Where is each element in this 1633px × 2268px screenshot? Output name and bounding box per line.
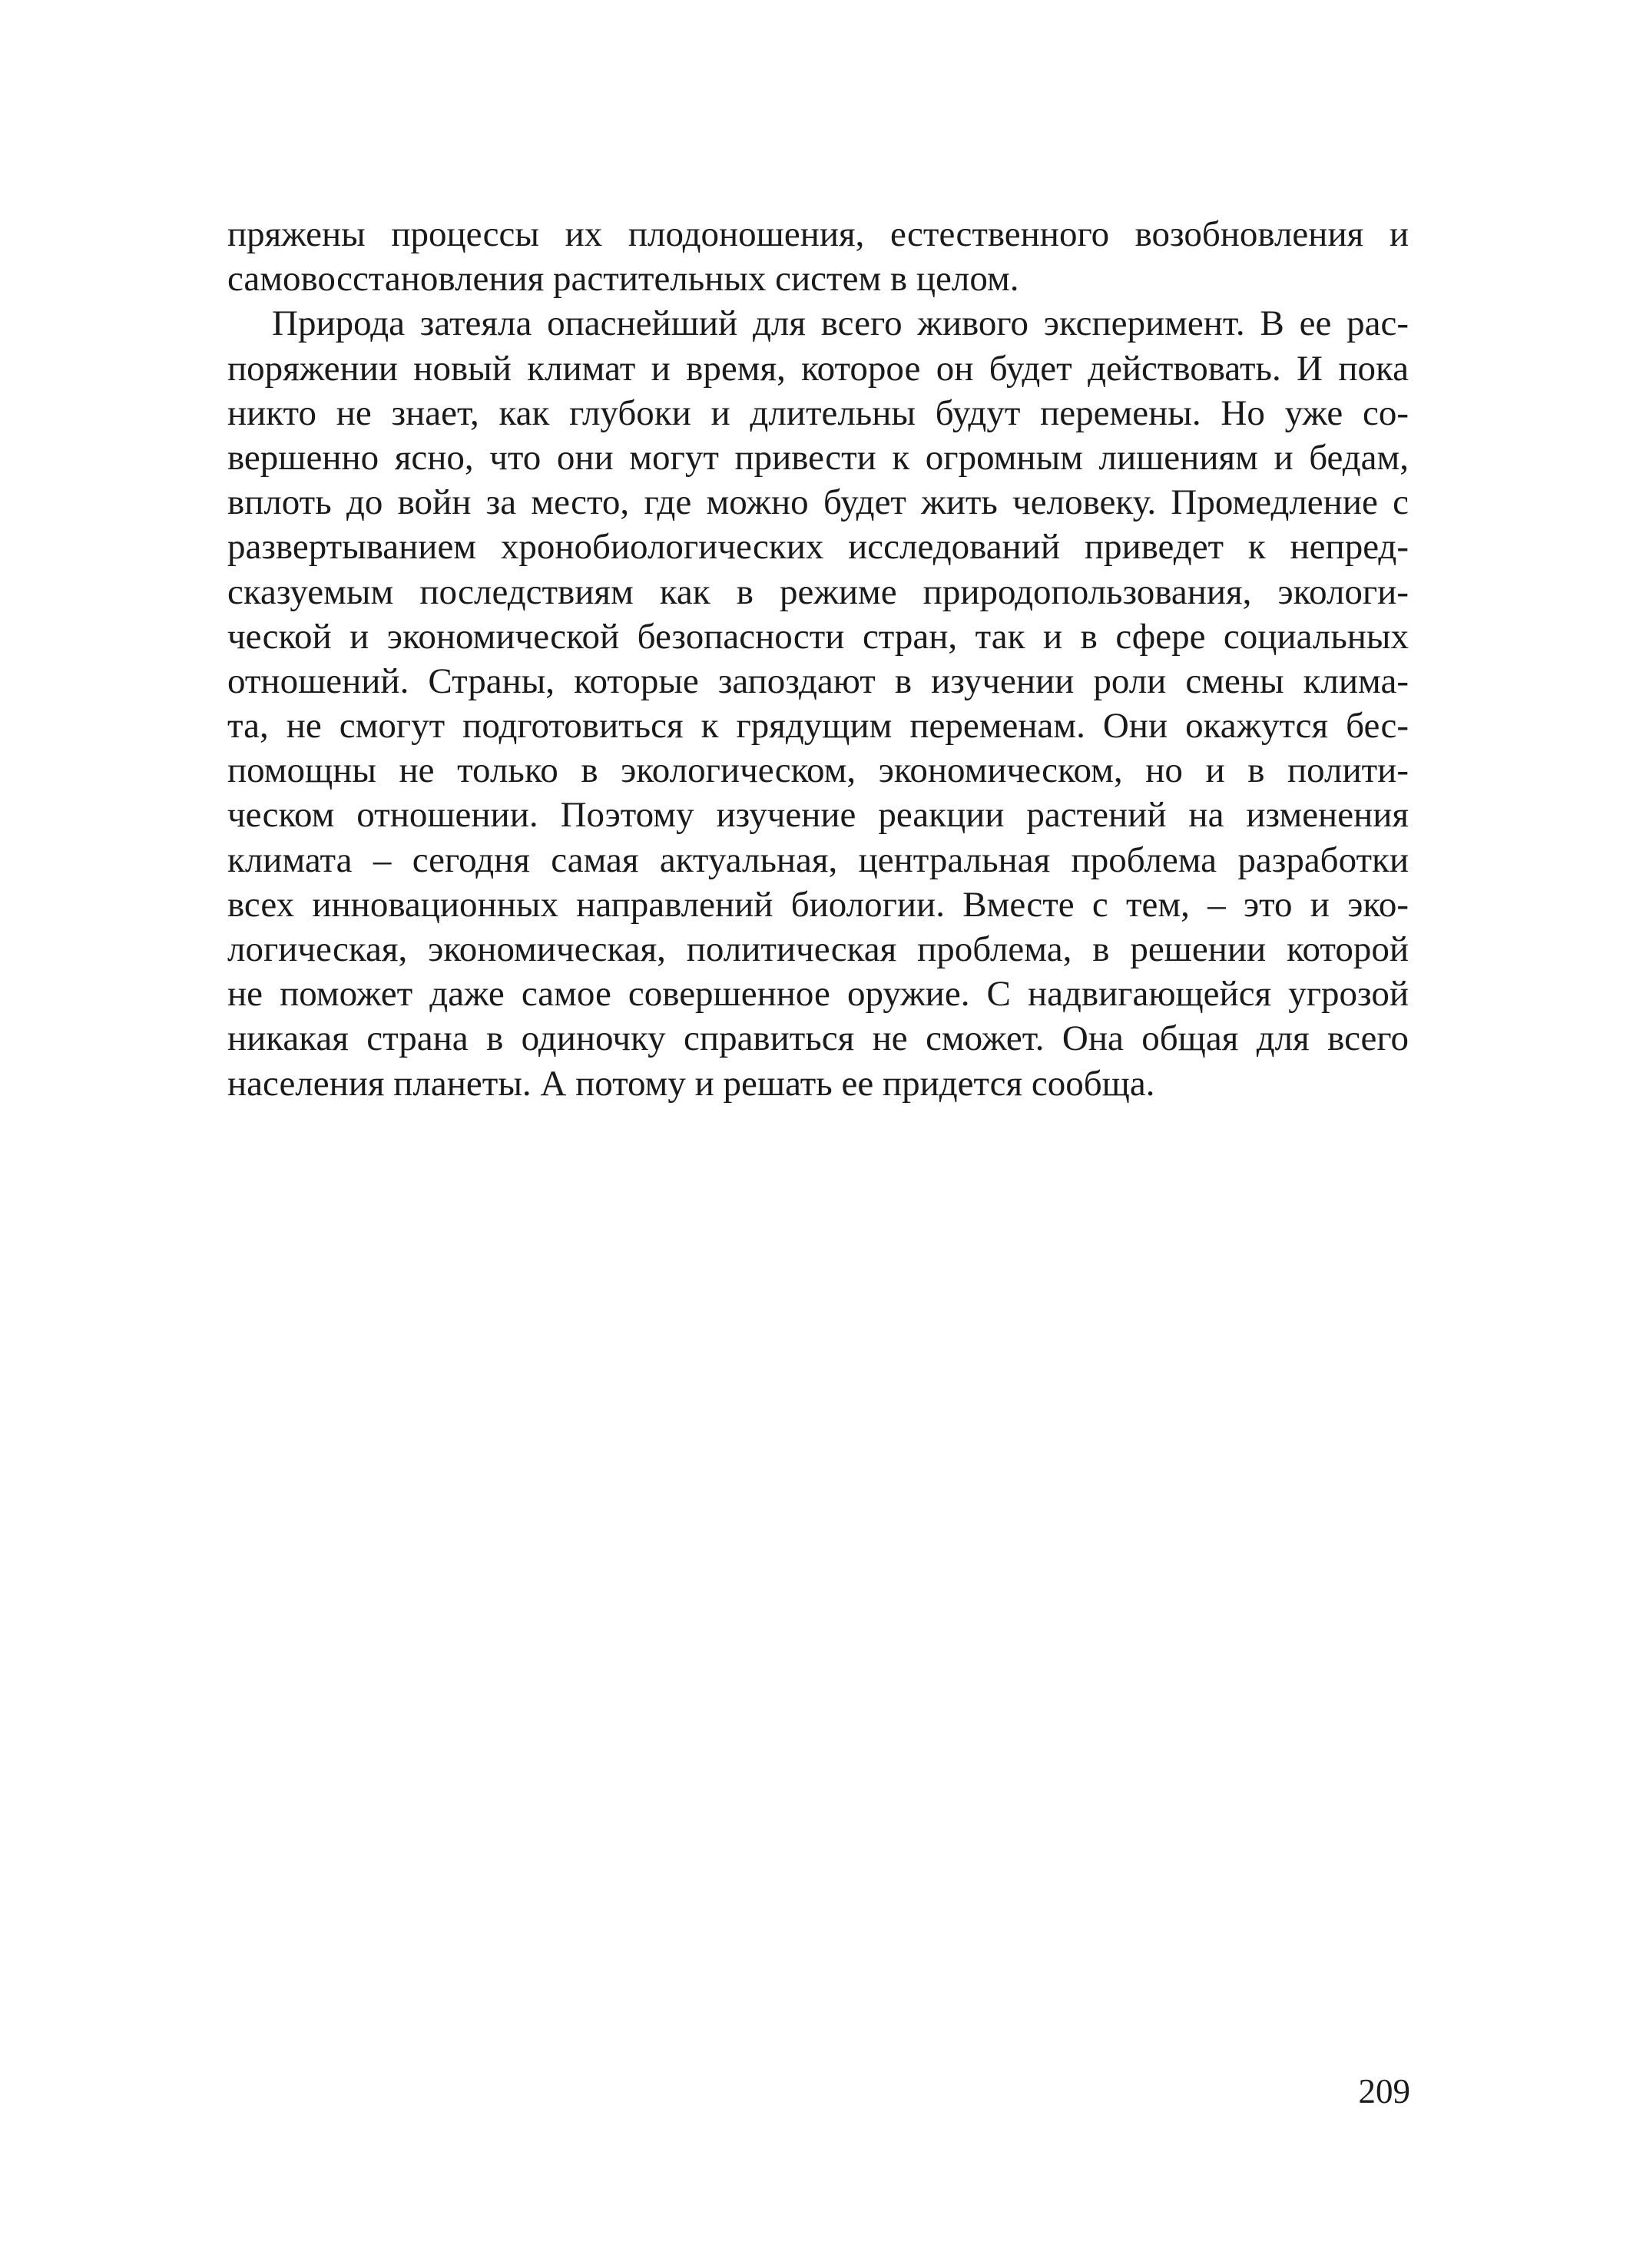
text-line: Природа затеяла опаснейший для всего живого эксперимент. В ее рас- <box>272 303 1409 344</box>
text-line: вершенно ясно, что они могут привести к огромным лишениям и бедам, <box>227 437 1409 478</box>
text-line: не поможет даже самое совершенное оружие. С надвигающейся угрозой <box>227 974 1409 1015</box>
text-line: ческой и экономической безопасности стран, так и в сфере социальных <box>227 616 1409 657</box>
text-line: ческом отношении. Поэтому изучение реакции растений на изменения <box>227 795 1409 836</box>
text-line: отношений. Страны, которые запоздают в изучении роли смены клима- <box>227 661 1409 701</box>
paragraph-2 <box>227 301 1409 1105</box>
text-line: никакая страна в одиночку справиться не сможет. Она общая для всего <box>227 1018 1409 1059</box>
text-line: пряжены процессы их плодоношения, естественного возобновления и <box>227 214 1409 254</box>
text-line: всех инновационных направлений биологии. Вместе с тем, – это и эко- <box>227 884 1409 925</box>
text-line: никто не знает, как глубоки и длительны будут перемены. Но уже со- <box>227 392 1409 433</box>
text-line: сказуемым последствиям как в режиме природопользования, экологи- <box>227 571 1409 612</box>
text-line: населения планеты. А потому и решать ее придется сообща. <box>227 1063 1155 1104</box>
body-text <box>227 212 1409 1106</box>
text-line: самовосстановления растительных систем в целом. <box>227 259 1019 300</box>
text-line: поряжении новый климат и время, которое он будет действовать. И пока <box>227 348 1409 389</box>
text-line: помощны не только в экологическом, экономическом, но и в полити- <box>227 750 1409 791</box>
text-line: развертыванием хронобиологических исследований приведет к непред- <box>227 527 1409 568</box>
text-line: климата – сегодня самая актуальная, центральная проблема разработки <box>227 839 1409 880</box>
page-number: 209 <box>1358 2072 1410 2111</box>
text-line: вплоть до войн за место, где можно будет жить человеку. Промедление с <box>227 482 1409 523</box>
paragraph-1 <box>227 212 1409 301</box>
text-line: та, не смогут подготовиться к грядущим переменам. Они окажутся бес- <box>227 706 1409 747</box>
text-line: логическая, экономическая, политическая проблема, в решении которой <box>227 929 1409 969</box>
